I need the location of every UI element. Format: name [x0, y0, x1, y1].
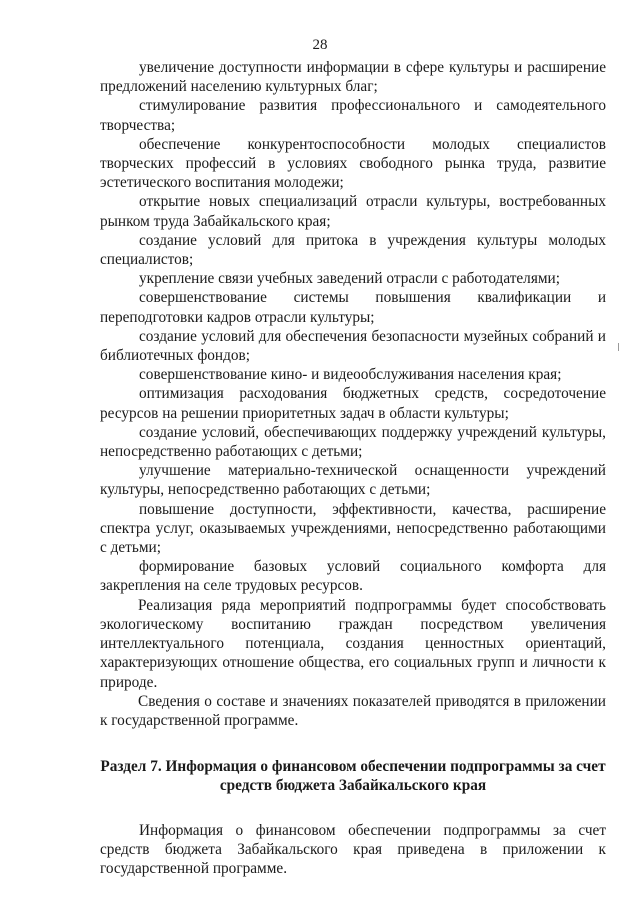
list-item: обеспечение конкурентоспособности молодых специалистов творческих профессий в условиях свободного рынка труда, развитие эстетического воспитания молодежи;	[100, 135, 606, 192]
list-item: открытие новых специализаций отрасли культуры, востребованных рынком труда Забайкальского края;	[100, 193, 606, 230]
section-heading: Раздел 7. Информация о финансовом обеспечении подпрограммы за счет средств бюджета Забайкальского края	[100, 758, 606, 795]
list-item: создание условий для обеспечения безопасности музейных собраний и библиотечных фондов;	[100, 327, 606, 365]
list-item: оптимизация расходования бюджетных средств, сосредоточение ресурсов на решении приоритетных задач в области культуры;	[100, 385, 606, 422]
list-item: укрепление связи учебных заведений отрасли с работодателями;	[139, 270, 560, 288]
list-item: повышение доступности, эффективности, качества, расширение спектра услуг, оказываемых учреждениями, непосредственно работающими с детьми;	[100, 500, 606, 557]
list-item: совершенствование кино- и видеообслуживания населения края;	[139, 366, 562, 384]
list-item: формирование базовых условий социального комфорта для закрепления на селе трудовых ресурсов.	[100, 558, 606, 595]
list-item: создание условий, обеспечивающих поддержку учреждений культуры, непосредственно работающих с детьми;	[100, 423, 606, 461]
scan-mark	[618, 343, 619, 351]
page-body	[100, 58, 606, 878]
paragraph-indicators: Сведения о составе и значениях показателей приводятся в приложении к государственной программе.	[100, 692, 606, 729]
list-item: создание условий для притока в учреждения культуры молодых специалистов;	[100, 231, 606, 269]
page-number: 28	[312, 37, 328, 53]
list-item: улучшение материально-технической оснащенности учреждений культуры, непосредственно работающих с детьми;	[100, 462, 606, 499]
list-item: увеличение доступности информации в сфере культуры и расширение предложений населению культурных благ;	[100, 59, 606, 96]
paragraph-finance: Информация о финансовом обеспечении подпрограммы за счет средств бюджета Забайкальского края приведена в приложении к государственной программе.	[100, 821, 606, 877]
list-item: стимулирование развития профессионального и самодеятельного творчества;	[100, 97, 606, 134]
paragraph-ecology: Реализация ряда мероприятий подпрограммы будет способствовать экологическому воспитанию граждан посредством увеличения интеллектуального потенциала, создания ценностных ориентаций, характеризующих отношение общества, его социальных групп и личности к природе.	[100, 596, 606, 691]
list-item: совершенствование системы повышения квалификации и переподготовки кадров отрасли культуры;	[100, 289, 606, 326]
